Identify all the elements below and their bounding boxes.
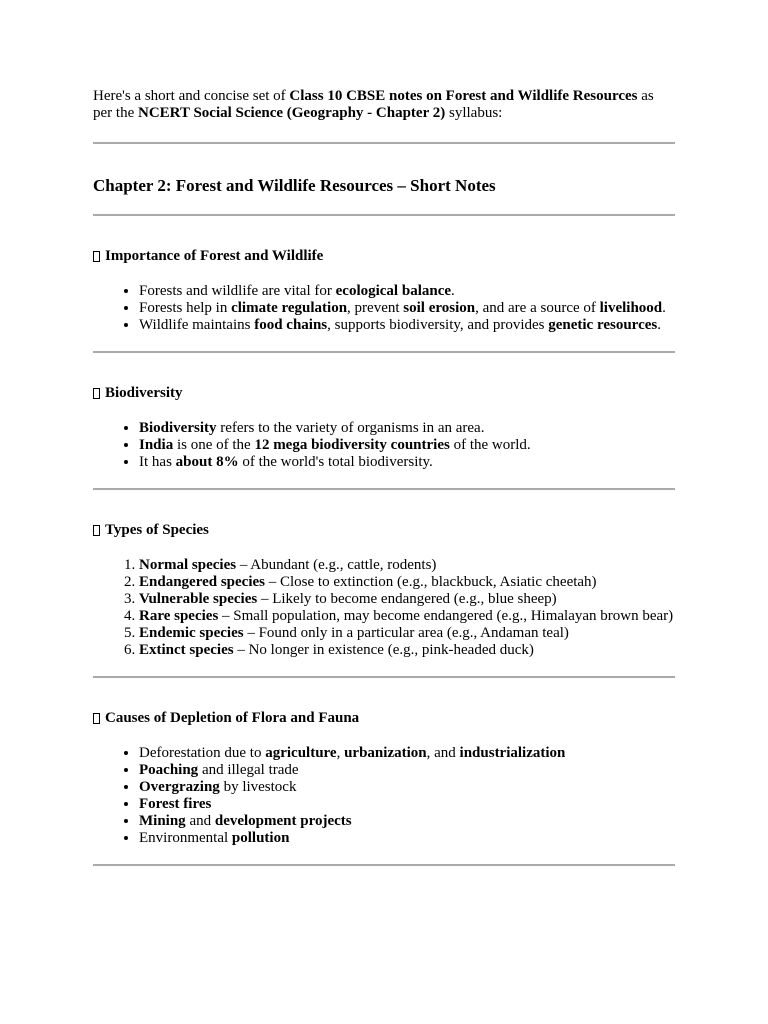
section-heading-text: Importance of Forest and Wildlife bbox=[105, 248, 324, 264]
section-heading bbox=[93, 710, 675, 727]
missing-glyph-icon bbox=[93, 251, 100, 262]
text-run: by livestock bbox=[219, 779, 297, 795]
list-item bbox=[139, 796, 675, 813]
text-run: . bbox=[451, 283, 455, 299]
bold-text: development projects bbox=[214, 813, 352, 829]
bold-text: livelihood bbox=[599, 300, 663, 316]
sections-container bbox=[93, 248, 675, 866]
section-biodiversity bbox=[93, 385, 675, 490]
text-run: refers to the variety of organisms in an area. bbox=[216, 420, 485, 436]
text-run: – Likely to become endangered (e.g., blue sheep) bbox=[257, 591, 557, 607]
horizontal-rule bbox=[93, 142, 675, 144]
section-importance bbox=[93, 248, 675, 353]
list-item bbox=[139, 779, 675, 796]
bold-text: ecological balance bbox=[335, 283, 452, 299]
text-run: of the world's total biodiversity. bbox=[238, 454, 433, 470]
horizontal-rule bbox=[93, 488, 675, 490]
text-run: Forests and wildlife are vital for bbox=[139, 283, 336, 299]
text-run: – No longer in existence (e.g., pink-headed duck) bbox=[233, 642, 534, 658]
bold-text: pollution bbox=[231, 830, 290, 846]
list-item bbox=[139, 830, 675, 847]
bullet-list bbox=[93, 420, 675, 471]
bold-text: genetic resources bbox=[548, 317, 658, 333]
text-run: , and are a source of bbox=[475, 300, 600, 316]
list-item bbox=[139, 420, 675, 437]
bold-text: Biodiversity bbox=[139, 420, 217, 436]
text-run: , supports biodiversity, and provides bbox=[327, 317, 549, 333]
bullet-list bbox=[93, 283, 675, 334]
text-run: , bbox=[336, 745, 345, 761]
text-run: . bbox=[662, 300, 666, 316]
horizontal-rule bbox=[93, 214, 675, 216]
list-item bbox=[139, 625, 675, 642]
section-heading-text: Causes of Depletion of Flora and Fauna bbox=[105, 710, 360, 726]
text-run: Forests help in bbox=[139, 300, 232, 316]
list-item bbox=[139, 574, 675, 591]
list-item bbox=[139, 745, 675, 762]
section-heading-text: Types of Species bbox=[105, 522, 209, 538]
bold-text: India bbox=[139, 437, 174, 453]
bold-text: climate regulation bbox=[231, 300, 348, 316]
list-item bbox=[139, 437, 675, 454]
bold-text: Extinct species bbox=[139, 642, 234, 658]
list-item bbox=[139, 642, 675, 659]
bold-text: about 8% bbox=[175, 454, 239, 470]
text-run: It has bbox=[139, 454, 176, 470]
section-heading-text: Biodiversity bbox=[105, 385, 183, 401]
section-heading bbox=[93, 385, 675, 402]
horizontal-rule bbox=[93, 676, 675, 678]
list-item bbox=[139, 300, 675, 317]
bold-text: 12 mega biodiversity countries bbox=[254, 437, 450, 453]
section-depletion bbox=[93, 710, 675, 866]
missing-glyph-icon bbox=[93, 525, 100, 536]
list-item bbox=[139, 283, 675, 300]
text-run: – Found only in a particular area (e.g., Andaman teal) bbox=[243, 625, 569, 641]
list-item bbox=[139, 317, 675, 334]
bold-text: food chains bbox=[254, 317, 328, 333]
bold-text: urbanization bbox=[344, 745, 427, 761]
list-item bbox=[139, 454, 675, 471]
horizontal-rule bbox=[93, 864, 675, 866]
text-run: – Close to extinction (e.g., blackbuck, Asiatic cheetah) bbox=[264, 574, 597, 590]
list-item bbox=[139, 813, 675, 830]
bold-text: Overgrazing bbox=[139, 779, 220, 795]
text-run: – Abundant (e.g., cattle, rodents) bbox=[236, 557, 437, 573]
text-run: Here's a short and concise set of bbox=[93, 88, 290, 104]
text-run: is one of the bbox=[173, 437, 255, 453]
bold-text: soil erosion bbox=[403, 300, 476, 316]
bold-text: Endangered species bbox=[139, 574, 265, 590]
bold-text: Normal species bbox=[139, 557, 237, 573]
document-page bbox=[93, 88, 675, 866]
bold-text: industrialization bbox=[459, 745, 566, 761]
text-run: and illegal trade bbox=[198, 762, 299, 778]
numbered-list bbox=[93, 557, 675, 659]
list-item bbox=[139, 762, 675, 779]
text-run: syllabus: bbox=[445, 105, 503, 121]
bold-text: Mining bbox=[139, 813, 186, 829]
horizontal-rule bbox=[93, 351, 675, 353]
bold-text: Endemic species bbox=[139, 625, 244, 641]
section-heading bbox=[93, 522, 675, 539]
bold-text: Poaching bbox=[139, 762, 199, 778]
chapter-title: Chapter 2: Forest and Wildlife Resources – Short Notes bbox=[93, 176, 496, 195]
section-species bbox=[93, 522, 675, 678]
bold-text: NCERT Social Science (Geography - Chapter 2) bbox=[137, 105, 446, 121]
text-run: – Small population, may become endangered (e.g., Himalayan brown bear) bbox=[218, 608, 674, 624]
text-run: as per the bbox=[93, 88, 654, 121]
text-run: Deforestation due to bbox=[139, 745, 266, 761]
text-run: and bbox=[185, 813, 215, 829]
text-run: of the world. bbox=[449, 437, 531, 453]
text-run: Environmental bbox=[139, 830, 232, 846]
bold-text: agriculture bbox=[265, 745, 337, 761]
bold-text: Forest fires bbox=[139, 796, 212, 812]
bullet-list bbox=[93, 745, 675, 847]
text-run: , prevent bbox=[347, 300, 404, 316]
list-item bbox=[139, 557, 675, 574]
intro-paragraph bbox=[93, 88, 675, 122]
list-item bbox=[139, 591, 675, 608]
bold-text: Rare species bbox=[139, 608, 219, 624]
text-run: Wildlife maintains bbox=[139, 317, 255, 333]
text-run: . bbox=[657, 317, 661, 333]
section-heading bbox=[93, 248, 675, 265]
text-run: , and bbox=[426, 745, 460, 761]
missing-glyph-icon bbox=[93, 388, 100, 399]
bold-text: Class 10 CBSE notes on Forest and Wildlife Resources bbox=[289, 88, 638, 104]
list-item bbox=[139, 608, 675, 625]
bold-text: Vulnerable species bbox=[139, 591, 258, 607]
missing-glyph-icon bbox=[93, 713, 100, 724]
